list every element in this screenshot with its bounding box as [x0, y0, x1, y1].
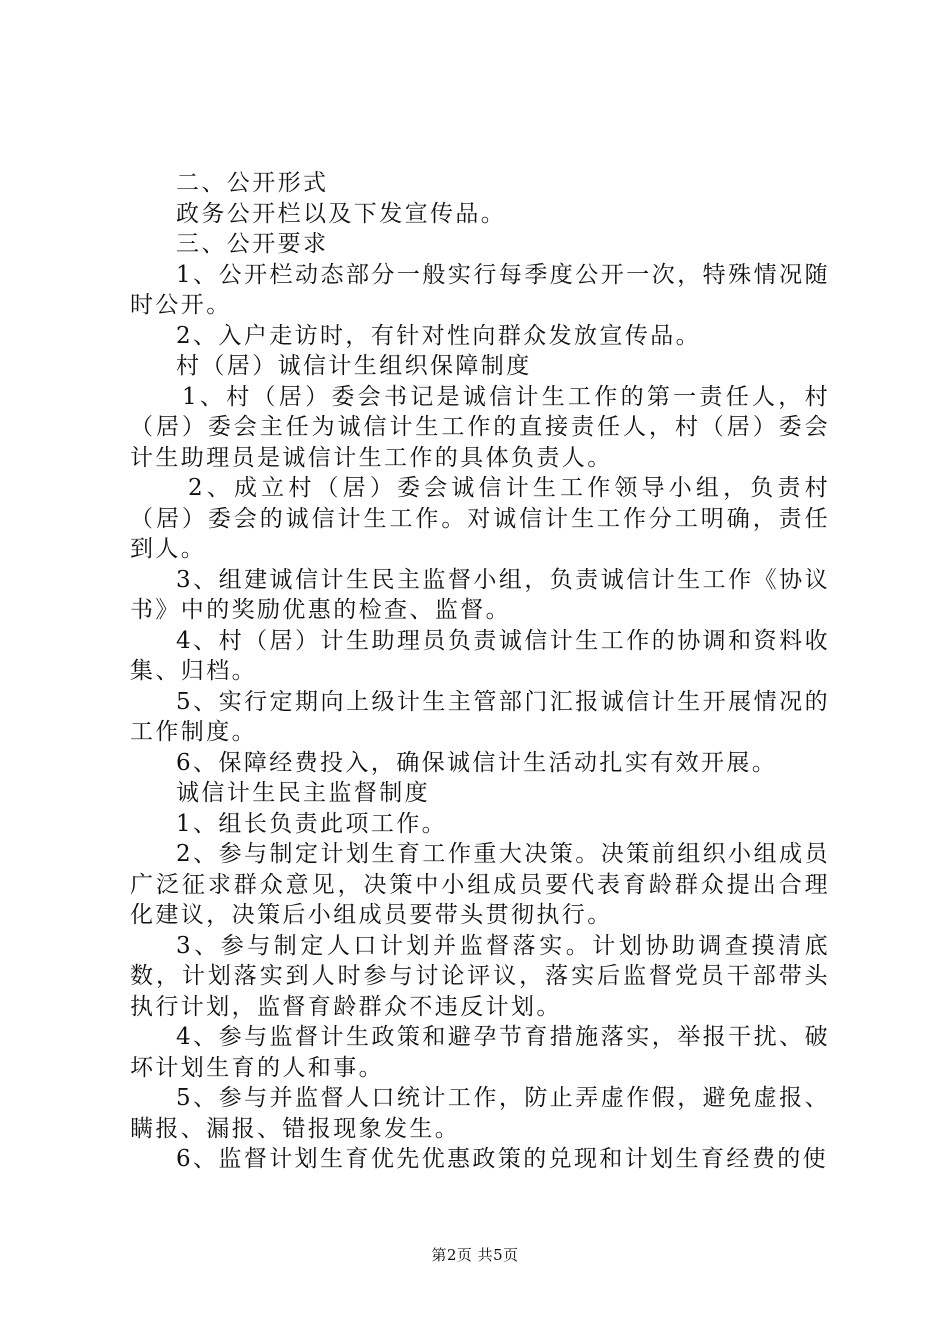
section-heading-disclosure-form: 二、公开形式: [176, 170, 329, 196]
paragraph: 2、成立村（居）委会诚信计生工作领导小组，负责村（居）委会的诚信计生工作。对诚信计生工作分工明确，责任到人。: [130, 475, 830, 562]
paragraph: 2、入户走访时，有针对性向群众发放宣传品。: [176, 322, 702, 349]
paragraph: 1、组长负责此项工作。: [176, 810, 448, 837]
paragraph: 5、实行定期向上级计生主管部门汇报诚信计生开展情况的工作制度。: [130, 688, 830, 745]
paragraph: 4、参与监督计生政策和避孕节育措施落实，举报干扰、破坏计划生育的人和事。: [130, 1024, 830, 1081]
paragraph: 2、参与制定计划生育工作重大决策。决策前组织小组成员广泛征求群众意见，决策中小组成员要代表育龄群众提出合理化建议，决策后小组成员要带头贯彻执行。: [130, 841, 830, 928]
paragraph: 6、保障经费投入，确保诚信计生活动扎实有效开展。: [176, 749, 778, 776]
paragraph: 6、监督计划生育优先优惠政策的兑现和计划生育经费的使: [176, 1146, 829, 1172]
page-number-footer: 第2页 共5页: [431, 1246, 519, 1264]
paragraph: 政务公开栏以及下发宣传品。: [176, 200, 507, 227]
paragraph: 3、参与制定人口计划并监督落实。计划协助调查摸清底数，计划落实到人时参与讨论评议，落实后监督党员干部带头执行计划，监督育龄群众不违反计划。: [130, 932, 830, 1020]
section-heading-supervision-system: 诚信计生民主监督制度: [176, 780, 430, 806]
paragraph: 5、参与并监督人口统计工作，防止弄虚作假，避免虚报、瞒报、漏报、错报现象发生。: [130, 1085, 830, 1142]
paragraph: 1、公开栏动态部分一般实行每季度公开一次，特殊情况随时公开。: [130, 261, 830, 318]
paragraph: 3、组建诚信计生民主监督小组，负责诚信计生工作《协议书》中的奖励优惠的检查、监督。: [130, 566, 830, 623]
paragraph: 1、村（居）委会书记是诚信计生工作的第一责任人，村（居）委会主任为诚信计生工作的直接责任人，村（居）委会计生助理员是诚信计生工作的具体负责人。: [130, 383, 830, 471]
section-heading-organization-system: 村（居）诚信计生组织保障制度: [176, 353, 532, 379]
document-body: [130, 168, 830, 1175]
paragraph: 4、村（居）计生助理员负责诚信计生工作的协调和资料收集、归档。: [130, 627, 830, 684]
section-heading-disclosure-requirements: 三、公开要求: [176, 231, 329, 257]
